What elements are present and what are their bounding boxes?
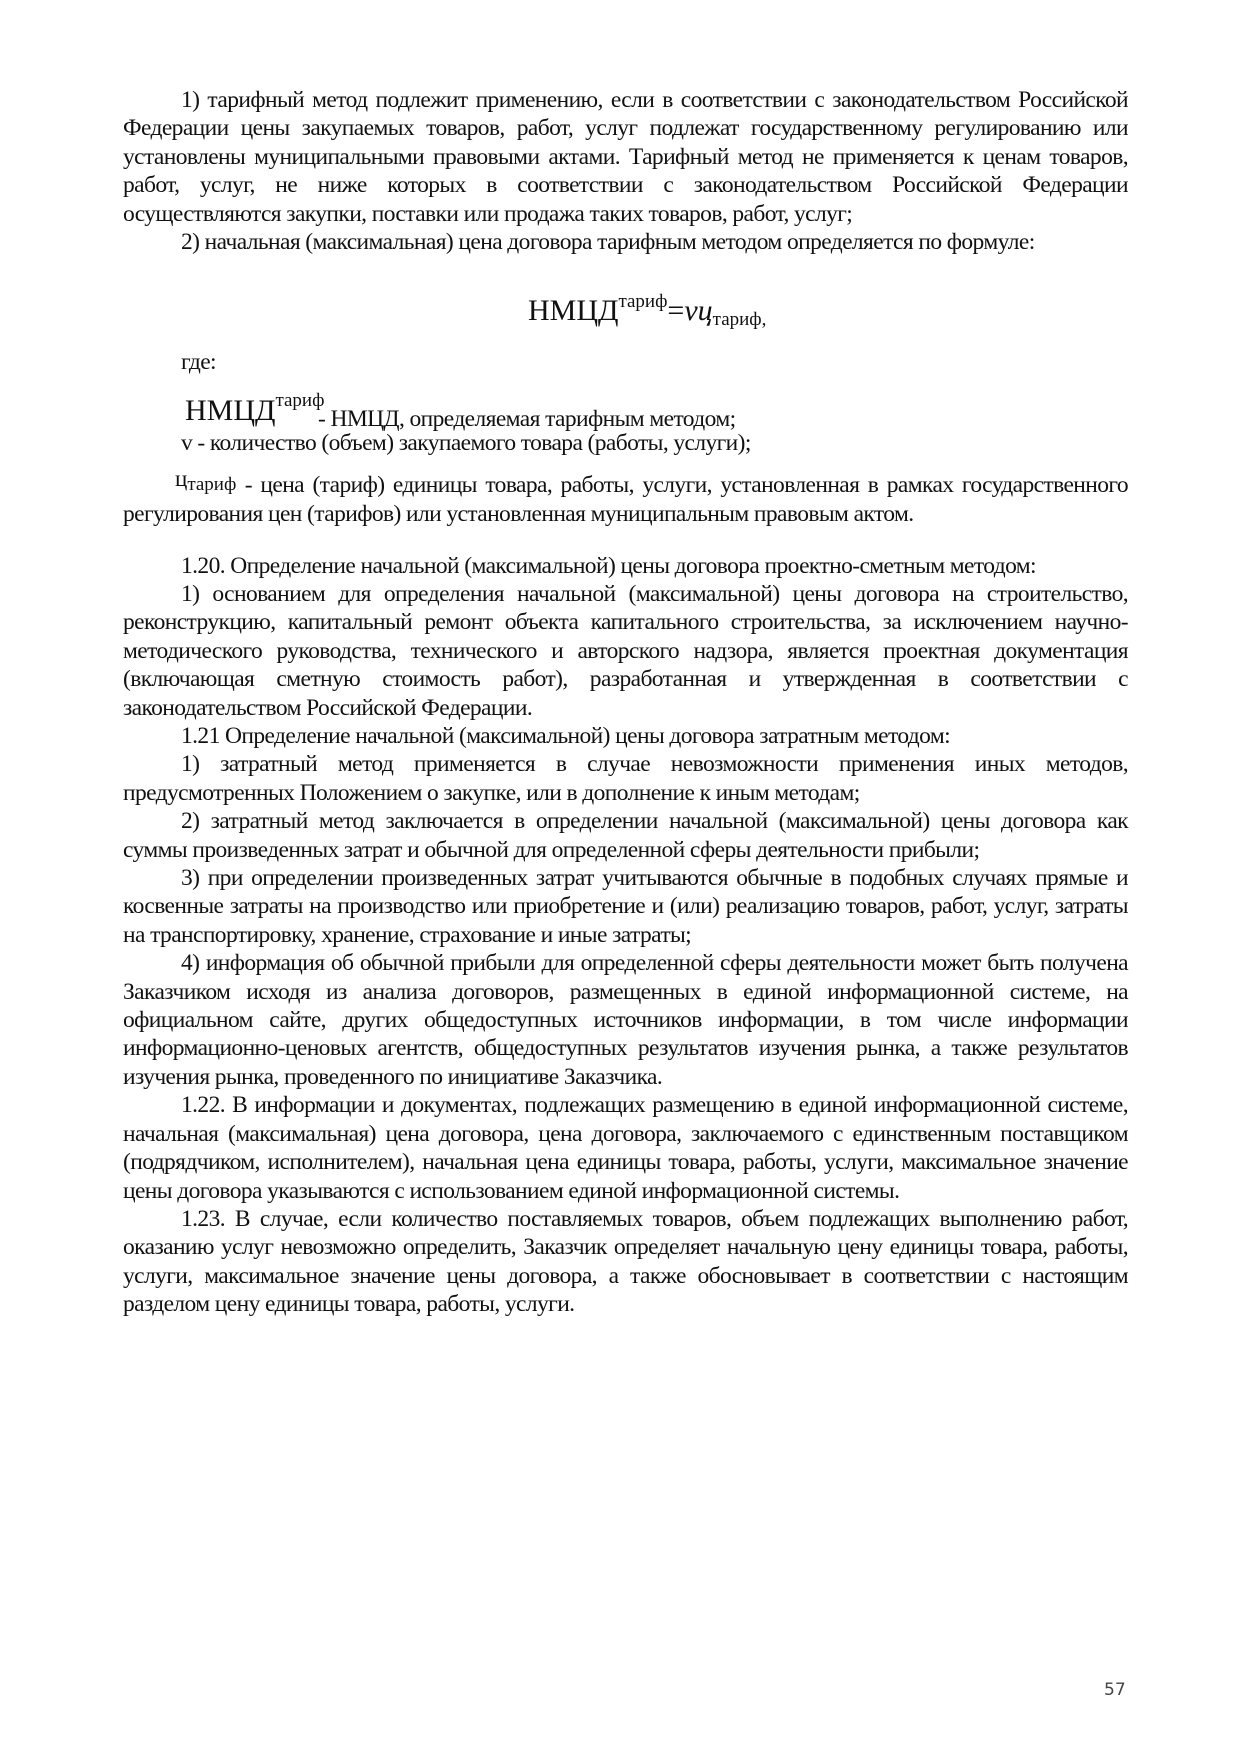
paragraph-1-21-3: 3) при определении произведенных затрат учитываются обычные в подобных случаях прямые и косвенные затраты на производство или приобретение и (или) реализацию товаров, работ, услуг, затраты на транспортировку, хранение, страхование и иные затраты; xyxy=(123,865,1128,948)
formula-lhs: НМЦД xyxy=(528,294,619,328)
definition-symbol-nmcd xyxy=(185,389,325,427)
paragraph-1-21-1: 1) затратный метод применяется в случае невозможности применения иных методов, предусмотренных Положением о закупке, или в дополнение к иным методам; xyxy=(123,751,1128,806)
symbol-superscript: тариф xyxy=(275,389,325,411)
definition-symbol-v: v xyxy=(181,429,193,456)
definition-text-v: - количество (объем) закупаемого товара (работы, услуги); xyxy=(192,429,751,456)
symbol-text: ц xyxy=(175,466,188,492)
formula-lhs-superscript: тариф xyxy=(618,291,668,313)
symbol-subscript: тариф xyxy=(187,474,237,496)
paragraph-1-20: 1.20. Определение начальной (максимальной) цены договора проектно-сметным методом: xyxy=(181,552,1036,579)
symbol-text: НМЦД xyxy=(185,393,276,427)
paragraph-1-21-4: 4) информация об обычной прибыли для определенной сферы деятельности может быть получена Заказчиком исходя из анализа договоров, размещенных в единой информационной системе, на официальном сайте, других общедоступных источников информации, в том числе информации информационно-ценовых агентств, общедоступных результатов изучения рынка, а также результатов изучения рынка, проведенного по инициативе Заказчика. xyxy=(123,950,1128,1090)
formula-c: ц xyxy=(697,294,713,328)
paragraph-1-23: 1.23. В случае, если количество поставляемых товаров, объем подлежащих выполнению работ, оказанию услуг невозможно определить, Заказчик определяет начальную цену единицы товара, работы, услуги, максимальное значение цены договора, а также обосновывает в соответствии с настоящим разделом цену единицы товара, работы, услуги. xyxy=(123,1205,1128,1318)
paragraph-1-21: 1.21 Определение начальной (максимальной) цены договора затратным методом: xyxy=(181,723,951,749)
definition-tariff-price xyxy=(123,465,1128,528)
definition-text-c: - цена (тариф) единицы товара, работы, услуги, установленная в рамках государственного регулирования цен (тарифов) или установленная муниципальным правовым актом. xyxy=(123,472,1128,527)
formula-equals: = xyxy=(667,294,685,328)
document-page xyxy=(123,86,1128,1319)
page-number: 57 xyxy=(1104,1680,1126,1700)
definition-symbol-c xyxy=(175,465,236,499)
paragraph-1-22: 1.22. В информации и документах, подлежащих размещению в единой информационной системе, начальная (максимальная) цена договора, цена договора, заключаемого с единственным поставщиком (подрядчиком, исполнителем), начальная цена единицы товара, работы, услуги, максимальное значение цены договора указываются с использованием единой информационной системы. xyxy=(123,1092,1128,1204)
formula-expression xyxy=(528,288,766,334)
where-label: где: xyxy=(181,349,216,376)
paragraph-1-20-1: 1) основанием для определения начальной (максимальной) цены договора на строительство, реконструкцию, капитальный ремонт объекта капитального строительства, за исключением научно-методического руководства, технического и авторского надзора, является проектная документация (включающая сметную стоимость работ), разработанная и утвержденная в соответствии с законодательством Российской Федерации. xyxy=(123,580,1128,721)
paragraph-1-21-2: 2) затратный метод заключается в определении начальной (максимальной) цены договора как суммы произведенных затрат и обычной для определенной сферы деятельности прибыли; xyxy=(123,808,1128,863)
definition-text-nmcd: - НМЦД, определяемая тарифным методом; xyxy=(318,405,736,432)
formula-comma: , xyxy=(761,309,767,331)
formula-v: v xyxy=(684,294,698,328)
definition-nmcd xyxy=(123,387,1128,432)
paragraph-tariff-method-2: 2) начальная (максимальная) цена договора тарифным методом определяется по формуле: xyxy=(181,229,1035,256)
paragraph-tariff-method-1: 1) тарифный метод подлежит применению, если в соответствии с законодательством Российской Федерации цены закупаемых товаров, работ, услуг подлежат государственному регулированию или установлены муниципальными правовыми актами. Тарифный метод не применяется к ценам товаров, работ, услуг, не ниже которых в соответствии с законодательством Российской Федерации осуществляются закупки, поставки или продажа таких товаров, работ, услуг; xyxy=(123,87,1128,227)
formula-nmcd-tariff xyxy=(123,260,1128,346)
formula-rhs-subscript: тариф xyxy=(712,309,762,331)
